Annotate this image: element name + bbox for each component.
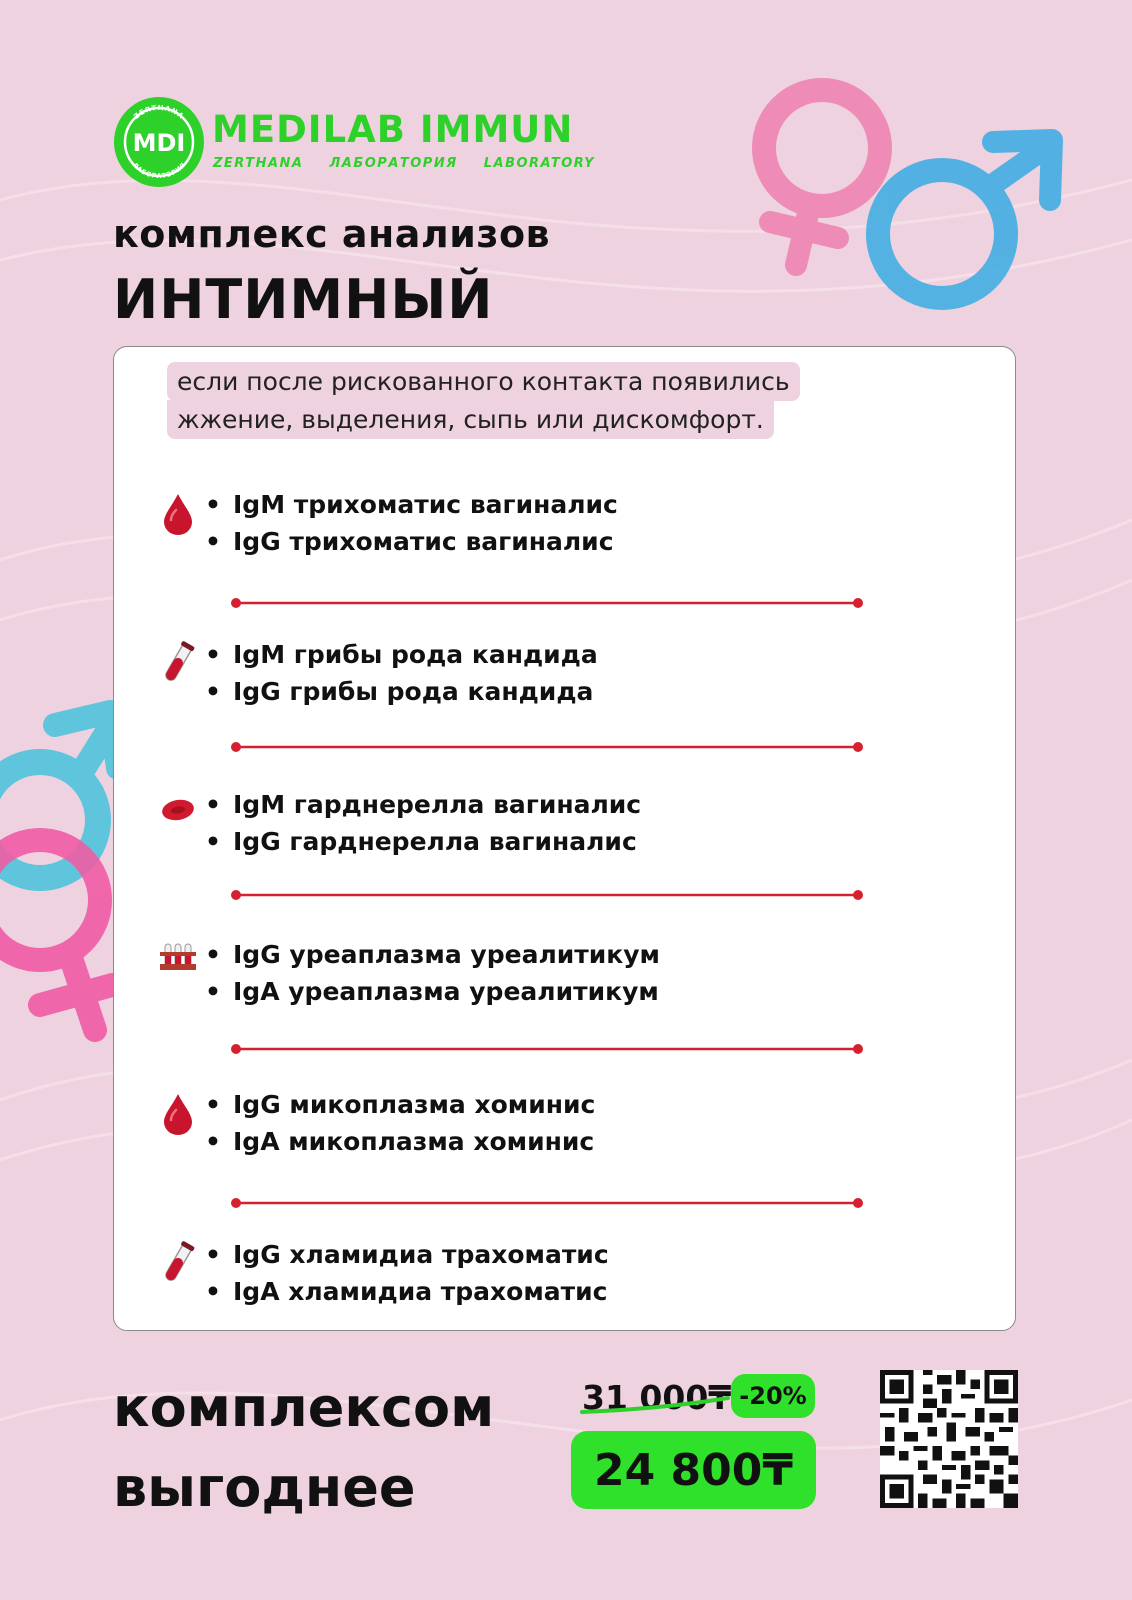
test-group-4	[160, 940, 880, 1020]
test-tube-rack-icon	[158, 940, 198, 986]
intro-note	[167, 362, 877, 446]
female-symbol-icon	[764, 90, 880, 265]
logo-ring-bottom: ЛАБОРАТОРИЯ	[130, 160, 188, 181]
intro-line-2: жжение, выделения, сыпь или дискомфорт.	[167, 400, 774, 439]
test-group-3	[160, 790, 880, 870]
divider	[230, 1043, 864, 1055]
test-item: • IgM грибы рода кандида	[205, 640, 598, 669]
qr-code-icon	[880, 1370, 1018, 1508]
divider	[230, 889, 864, 901]
divider	[230, 1197, 864, 1209]
brand-sub-1: ZERTHANA	[213, 156, 304, 171]
red-blood-cell-icon	[160, 790, 196, 836]
blood-drop-icon	[160, 1090, 196, 1136]
test-group-6	[160, 1240, 880, 1320]
page-title: ИНТИМНЫЙ	[113, 268, 494, 331]
promo-line-1: комплексом	[113, 1376, 495, 1439]
test-item: • IgA хламидиа трахоматис	[205, 1277, 607, 1306]
test-item: • IgG грибы рода кандида	[205, 677, 593, 706]
divider	[230, 741, 864, 753]
test-tube-icon	[160, 640, 196, 686]
logo-badge-text: MDI	[132, 129, 186, 157]
discount-badge: -20%	[731, 1374, 815, 1418]
test-item: • IgM трихоматис вагиналис	[205, 490, 618, 519]
promo-line-2: выгоднее	[113, 1456, 416, 1519]
new-price: 24 800₸	[571, 1431, 816, 1509]
test-item: • IgG гарднерелла вагиналис	[205, 827, 637, 856]
test-item: • IgG уреаплазма уреалитикум	[205, 940, 660, 969]
test-item: • IgM гарднерелла вагиналис	[205, 790, 641, 819]
test-item: • IgA микоплазма хоминис	[205, 1127, 594, 1156]
test-group-2	[160, 640, 880, 720]
test-group-5	[160, 1090, 880, 1170]
test-item: • IgA уреаплазма уреалитикум	[205, 977, 659, 1006]
test-item: • IgG хламидиа трахоматис	[205, 1240, 609, 1269]
divider	[230, 597, 864, 609]
blood-drop-icon	[160, 490, 196, 536]
test-tube-icon	[160, 1240, 196, 1286]
logo-ring-top: ZERTHANA	[132, 103, 186, 121]
intro-line-1: если после рискованного контакта появились	[167, 362, 800, 401]
brand-subtitle	[213, 156, 621, 171]
strikethrough-line	[580, 1390, 730, 1420]
logo-badge	[113, 96, 205, 188]
brand-sub-3: LABORATORY	[483, 156, 596, 171]
promo-text	[113, 1368, 494, 1528]
test-item: • IgG трихоматис вагиналис	[205, 527, 614, 556]
test-group-1	[160, 490, 880, 570]
test-item: • IgG микоплазма хоминис	[205, 1090, 595, 1119]
brand-sub-2: ЛАБОРАТОРИЯ	[329, 156, 458, 171]
page-subtitle: комплекс анализов	[113, 212, 551, 256]
brand-name: MEDILAB IMMUN	[212, 108, 574, 151]
old-price: 31 000₸	[582, 1378, 732, 1417]
